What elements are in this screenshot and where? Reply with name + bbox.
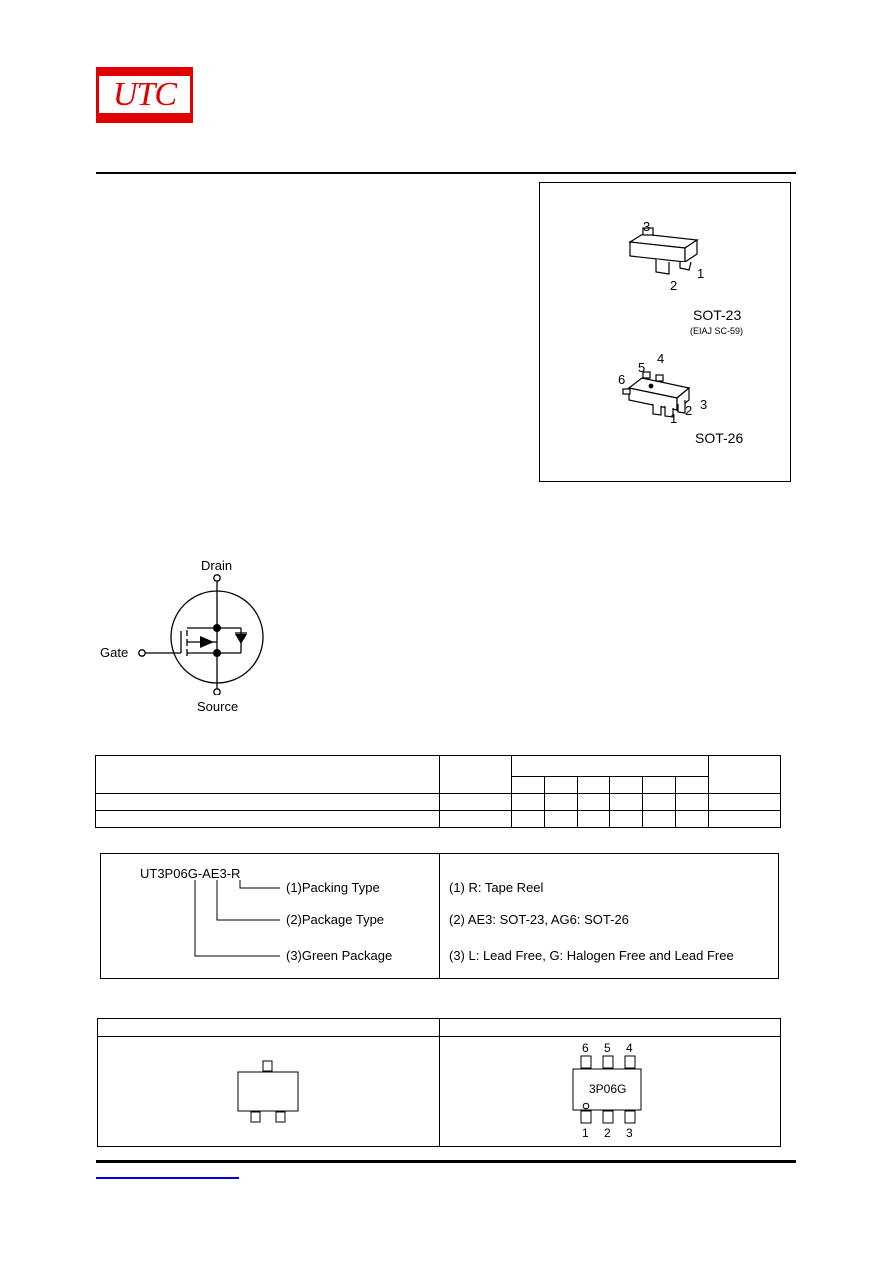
- marking-top-pin-5: 5: [604, 1041, 611, 1055]
- ordering-pin-cell: [577, 776, 610, 793]
- source-label: Source: [197, 699, 239, 714]
- sot23-pin-2: 2: [670, 278, 678, 293]
- footer-link[interactable]: [96, 1177, 239, 1179]
- sot26-pin-3: 3: [700, 397, 708, 412]
- header-rule: [96, 172, 796, 174]
- ordering-pin-cell: [544, 776, 577, 793]
- table-row: [96, 811, 781, 828]
- logo-inner: [99, 76, 190, 113]
- ordering-header-cell: [709, 756, 781, 794]
- ordering-table: [95, 755, 781, 828]
- gate-label: Gate: [100, 645, 129, 660]
- sot23-name: SOT-23: [693, 307, 742, 323]
- ordering-header-cell: [96, 756, 440, 794]
- ordering-pin-cell: [512, 776, 545, 793]
- part-number-divider: [439, 853, 440, 979]
- ordering-header-cell: [440, 756, 512, 794]
- sot26-drawing: [623, 372, 689, 417]
- sot23-pin-1: 1: [697, 266, 705, 281]
- ordering-pin-cell: [610, 776, 643, 793]
- legend-package: (2)Package Type: [286, 912, 385, 927]
- note-package: (2) AE3: SOT-23, AG6: SOT-26: [449, 912, 629, 927]
- part-number-leaders: [180, 878, 290, 962]
- sot23-drawing: [630, 228, 697, 274]
- sot26-pin-1: 1: [670, 411, 678, 426]
- sot23-marking: [230, 1058, 310, 1128]
- sot26-pin-6: 6: [618, 372, 626, 387]
- marking-bottom-pin-2: 2: [604, 1126, 611, 1140]
- package-drawings: [539, 182, 791, 482]
- ordering-pin-cell: [676, 776, 709, 793]
- part-number: UT3P06G-AE3-R: [140, 866, 241, 881]
- marking-top-pin-6: 6: [582, 1041, 589, 1055]
- footer-rule: [96, 1160, 796, 1163]
- sot26-pin-4: 4: [657, 351, 665, 366]
- marking-bottom-pin-1: 1: [582, 1126, 589, 1140]
- sot23-pin-3: 3: [643, 219, 651, 234]
- marking-top-pin-4: 4: [626, 1041, 633, 1055]
- note-green: (3) L: Lead Free, G: Halogen Free and Lead Free: [449, 948, 734, 963]
- sot26-pin-2: 2: [685, 403, 693, 418]
- marking-divider: [439, 1018, 440, 1147]
- legend-packing: (1)Packing Type: [286, 880, 380, 895]
- sot26-pin-5: 5: [638, 360, 646, 375]
- utc-logo: [96, 67, 193, 123]
- sot26-marking-code: 3P06G: [589, 1082, 627, 1096]
- legend-green: (3)Green Package: [286, 948, 393, 963]
- ordering-pin-cell: [643, 776, 676, 793]
- table-row: [96, 794, 781, 811]
- mosfet-symbol: [130, 570, 280, 695]
- drain-label: Drain: [201, 558, 233, 573]
- sot23-note: (EIAJ SC-59): [690, 326, 744, 336]
- sot26-name: SOT-26: [695, 430, 744, 446]
- ordering-header-cell: [512, 756, 709, 777]
- note-packing: (1) R: Tape Reel: [449, 880, 544, 895]
- marking-bottom-pin-3: 3: [626, 1126, 633, 1140]
- logo-text: UTC: [112, 76, 177, 113]
